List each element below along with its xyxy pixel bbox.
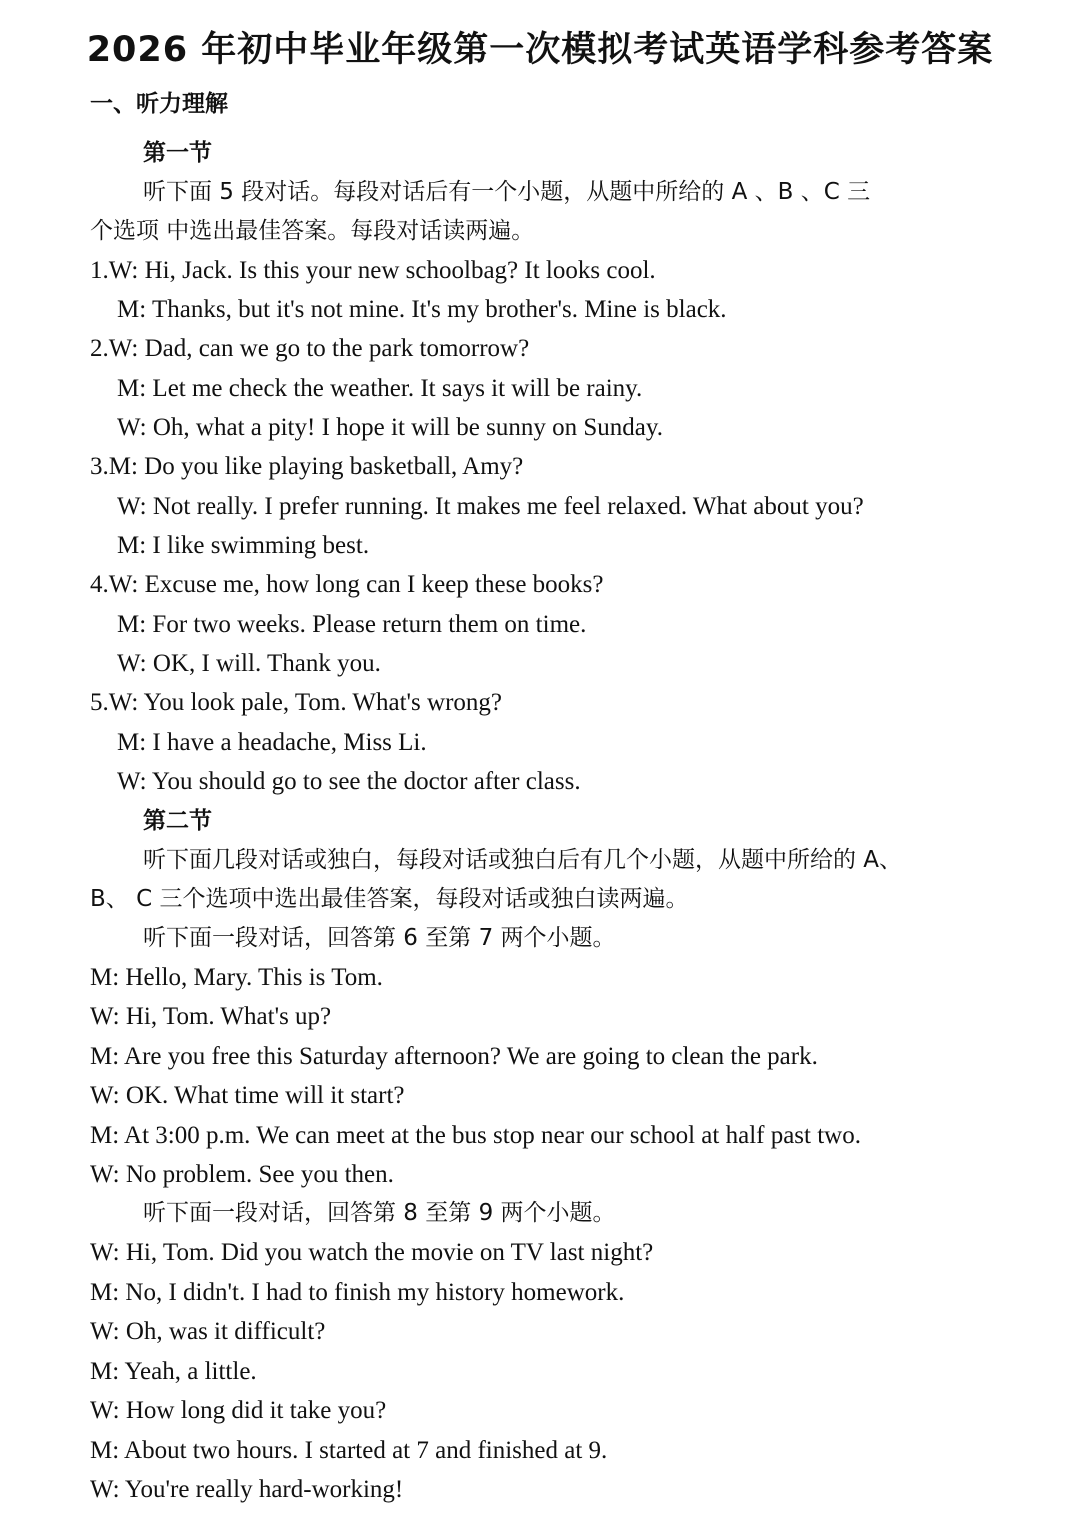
- dialogue-line: 1.W: Hi, Jack. Is this your new schoolbag? It looks cool.: [90, 257, 656, 284]
- dialogue-line: M: I have a headache, Miss Li.: [117, 729, 427, 756]
- dialogue-line: M: At 3:00 p.m. We can meet at the bus stop near our school at half past two.: [90, 1122, 861, 1149]
- dialogue-line: M: I like swimming best.: [117, 532, 370, 559]
- part2-instruction-line2: B、 C 三个选项中选出最佳答案，每段对话或独白读两遍。: [90, 886, 689, 912]
- dialogue-line: W: Not really. I prefer running. It makes me feel relaxed. What about you?: [117, 493, 864, 520]
- dialogue-line: W: OK, I will. Thank you.: [117, 650, 381, 677]
- dialogue-line: 3.M: Do you like playing basketball, Amy?: [90, 453, 524, 480]
- part1-instruction-line2: 个选项 中选出最佳答案。每段对话读两遍。: [90, 218, 535, 244]
- dialogue-line: W: Oh, what a pity! I hope it will be sunny on Sunday.: [117, 414, 663, 441]
- dialogue-line: M: Are you free this Saturday afternoon? We are going to clean the park.: [90, 1043, 818, 1070]
- dialogue-line: W: You're really hard-working!: [90, 1476, 404, 1503]
- page-title: 2026 年初中毕业年级第一次模拟考试英语学科参考答案: [86, 30, 994, 70]
- section-heading: 一、听力理解: [90, 91, 228, 117]
- dialogue-line: 4.W: Excuse me, how long can I keep these books?: [90, 571, 604, 598]
- dialogue-line: 2.W: Dad, can we go to the park tomorrow?: [90, 335, 530, 362]
- dialogue-line: W: Hi, Tom. What's up?: [90, 1003, 332, 1030]
- part2-instruction-line1: 听下面几段对话或独白，每段对话或独白后有几个小题，从题中所给的 A、: [143, 847, 903, 873]
- dialogue-line: W: How long did it take you?: [90, 1397, 387, 1424]
- dialogue-line: W: Oh, was it difficult?: [90, 1318, 326, 1345]
- dialogue-line: W: You should go to see the doctor after class.: [117, 768, 581, 795]
- dialogue-line: M: Yeah, a little.: [90, 1358, 257, 1385]
- dialogue-line: W: No problem. See you then.: [90, 1161, 394, 1188]
- dialogue-line: M: For two weeks. Please return them on time.: [117, 611, 587, 638]
- dialogue-line: M: Thanks, but it's not mine. It's my brother's. Mine is black.: [117, 296, 727, 323]
- dialogue-line: M: About two hours. I started at 7 and finished at 9.: [90, 1437, 608, 1464]
- dialogue-intro: 听下面一段对话，回答第 8 至第 9 两个小题。: [143, 1200, 616, 1226]
- part2-heading: 第二节: [143, 808, 212, 834]
- dialogue-line: W: OK. What time will it start?: [90, 1082, 405, 1109]
- dialogue-line: M: No, I didn't. I had to finish my history homework.: [90, 1279, 625, 1306]
- part1-heading: 第一节: [143, 140, 212, 166]
- dialogue-line: M: Hello, Mary. This is Tom.: [90, 964, 383, 991]
- dialogue-line: W: Hi, Tom. Did you watch the movie on TV last night?: [90, 1239, 654, 1266]
- dialogue-line: M: Let me check the weather. It says it will be rainy.: [117, 375, 643, 402]
- dialogue-intro: 听下面一段对话，回答第 6 至第 7 两个小题。: [143, 925, 616, 951]
- dialogue-line: 5.W: You look pale, Tom. What's wrong?: [90, 689, 502, 716]
- part1-instruction-line1: 听下面 5 段对话。每段对话后有一个小题，从题中所给的 A 、B 、C 三: [143, 179, 871, 205]
